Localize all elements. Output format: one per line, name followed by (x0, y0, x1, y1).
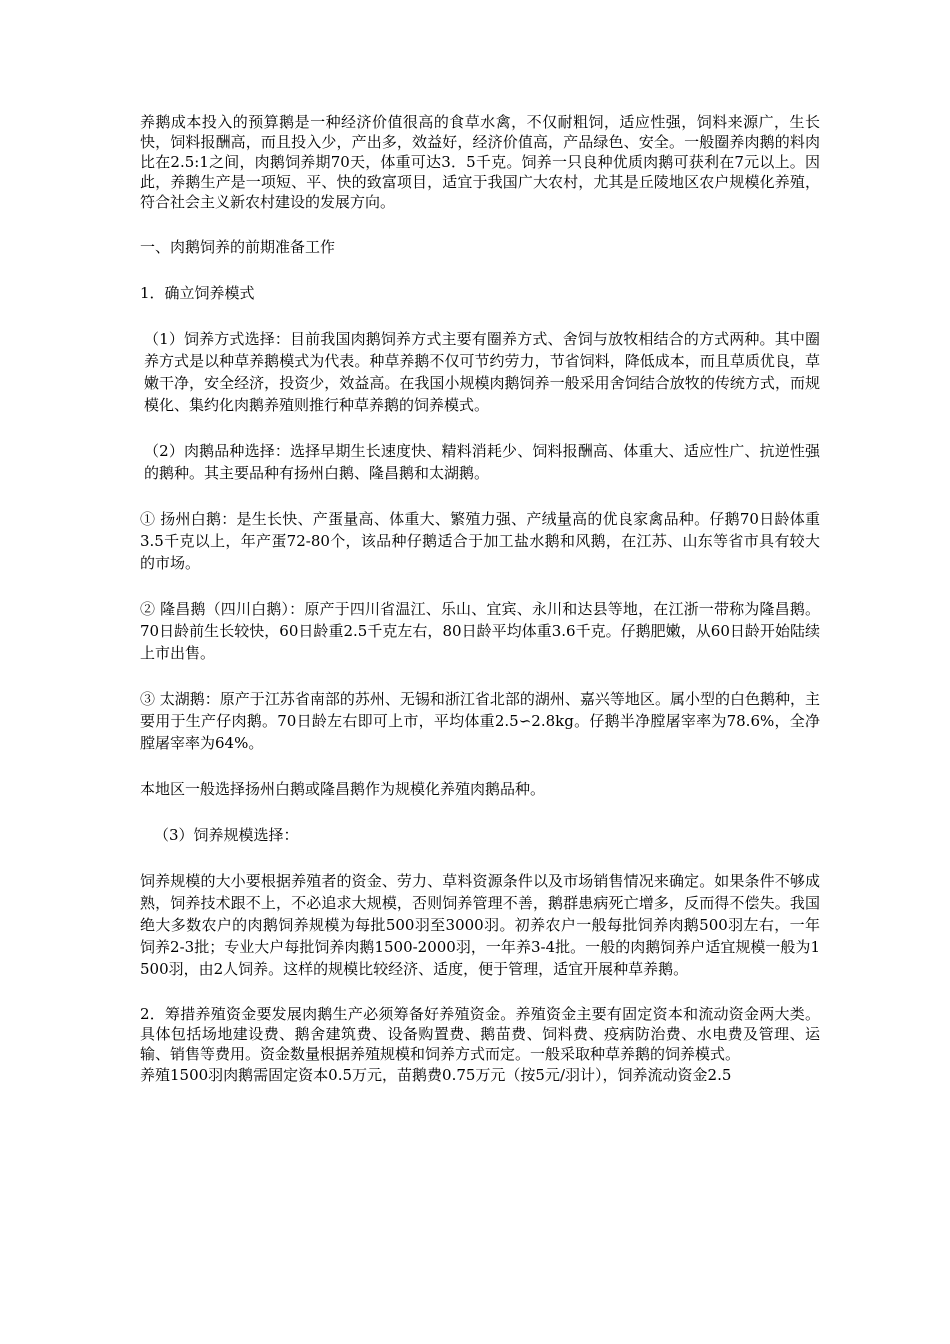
document-page (140, 112, 820, 1086)
paragraph-scale-details: 饲养规模的大小要根据养殖者的资金、劳力、草料资源条件以及市场销售情况来确定。如果条件不够成熟，饲养技术跟不上，不必追求大规模，否则饲养管理不善，鹅群患病死亡增多，反而得不偿失。我国绝大多数农户的肉鹅饲养规模为每批500羽至3000羽。初养农户一般每批饲养肉鹅500羽左右，一年饲养2-3批；专业大户每批饲养肉鹅1500-2000羽，一年养3-4批。一般的肉鹅饲养户适宜规模一般为1500羽，由2人饲养。这样的规模比较经济、适度，便于管理，适宜开展种草养鹅。 (140, 872, 820, 978)
paragraph-yangzhou-goose: ① 扬州白鹅：是生长快、产蛋量高、体重大、繁殖力强、产绒量高的优良家禽品种。仔鹅70日龄体重3.5千克以上，年产蛋72-80个，该品种仔鹅适合于加工盐水鹅和风鹅，在江苏、山东等省市具有较大的市场。 (140, 510, 820, 572)
paragraph-funding: 2．筹措养殖资金要发展肉鹅生产必须筹备好养殖资金。养殖资金主要有固定资本和流动资金两大类。具体包括场地建设费、鹅舍建筑费、设备购置费、鹅苗费、饲料费、疫病防治费、水电费及管理、运输、销售等费用。资金数量根据养殖规模和饲养方式而定。一般采取种草养鹅的饲养模式。 (140, 1005, 820, 1063)
paragraph-longchang-goose: ② 隆昌鹅（四川白鹅）：原产于四川省温江、乐山、宜宾、永川和达县等地，在江浙一带称为隆昌鹅。70日龄前生长较快，60日龄重2.5千克左右，80日龄平均体重3.6千克。仔鹅肥嫩，从60日龄开始陆续上市出售。 (140, 600, 820, 662)
subsection-heading-1: 1．确立饲养模式 (140, 284, 255, 302)
paragraph-local-breed: 本地区一般选择扬州白鹅或隆昌鹅作为规模化养殖肉鹅品种。 (140, 780, 546, 798)
paragraph-funding-amounts: 养殖1500羽肉鹅需固定资本0.5万元，苗鹅费0.75万元（按5元/羽计），饲养流动资金2.5 (140, 1066, 732, 1084)
paragraph-feeding-method: （1）饲养方式选择：目前我国肉鹅饲养方式主要有圈养方式、舍饲与放牧相结合的方式两种。其中圈养方式是以种草养鹅模式为代表。种草养鹅不仅可节约劳力，节省饲料，降低成本，而且草质优良，草嫩干净，安全经济，投资少，效益高。在我国小规模肉鹅饲养一般采用舍饲结合放牧的传统方式，而规模化、集约化肉鹅养殖则推行种草养鹅的饲养模式。 (144, 330, 820, 414)
paragraph-scale-heading: （3）饲养规模选择： (154, 826, 299, 844)
section-heading-1: 一、肉鹅饲养的前期准备工作 (140, 238, 336, 256)
intro-paragraph: 养鹅成本投入的预算鹅是一种经济价值很高的食草水禽，不仅耐粗饲，适应性强，饲料来源广，生长快，饲料报酬高，而且投入少，产出多，效益好，经济价值高，产品绿色、安全。一般圈养肉鹅的料肉比在2.5:1之间，肉鹅饲养期70天，体重可达3．5千克。饲养一只良种优质肉鹅可获利在7元以上。因此，养鹅生产是一项短、平、快的致富项目，适宜于我国广大农村，尤其是丘陵地区农户规模化养殖，符合社会主义新农村建设的发展方向。 (140, 113, 820, 211)
paragraph-taihu-goose: ③ 太湖鹅：原产于江苏省南部的苏州、无锡和浙江省北部的湖州、嘉兴等地区。属小型的白色鹅种，主要用于生产仔肉鹅。70日龄左右即可上市，平均体重2.5∽2.8kg。仔鹅半净膛屠宰率为78.6%，全净膛屠宰率为64%。 (140, 690, 820, 752)
paragraph-breed-selection: （2）肉鹅品种选择：选择早期生长速度快、精料消耗少、饲料报酬高、体重大、适应性广、抗逆性强的鹅种。其主要品种有扬州白鹅、隆昌鹅和太湖鹅。 (144, 442, 820, 482)
